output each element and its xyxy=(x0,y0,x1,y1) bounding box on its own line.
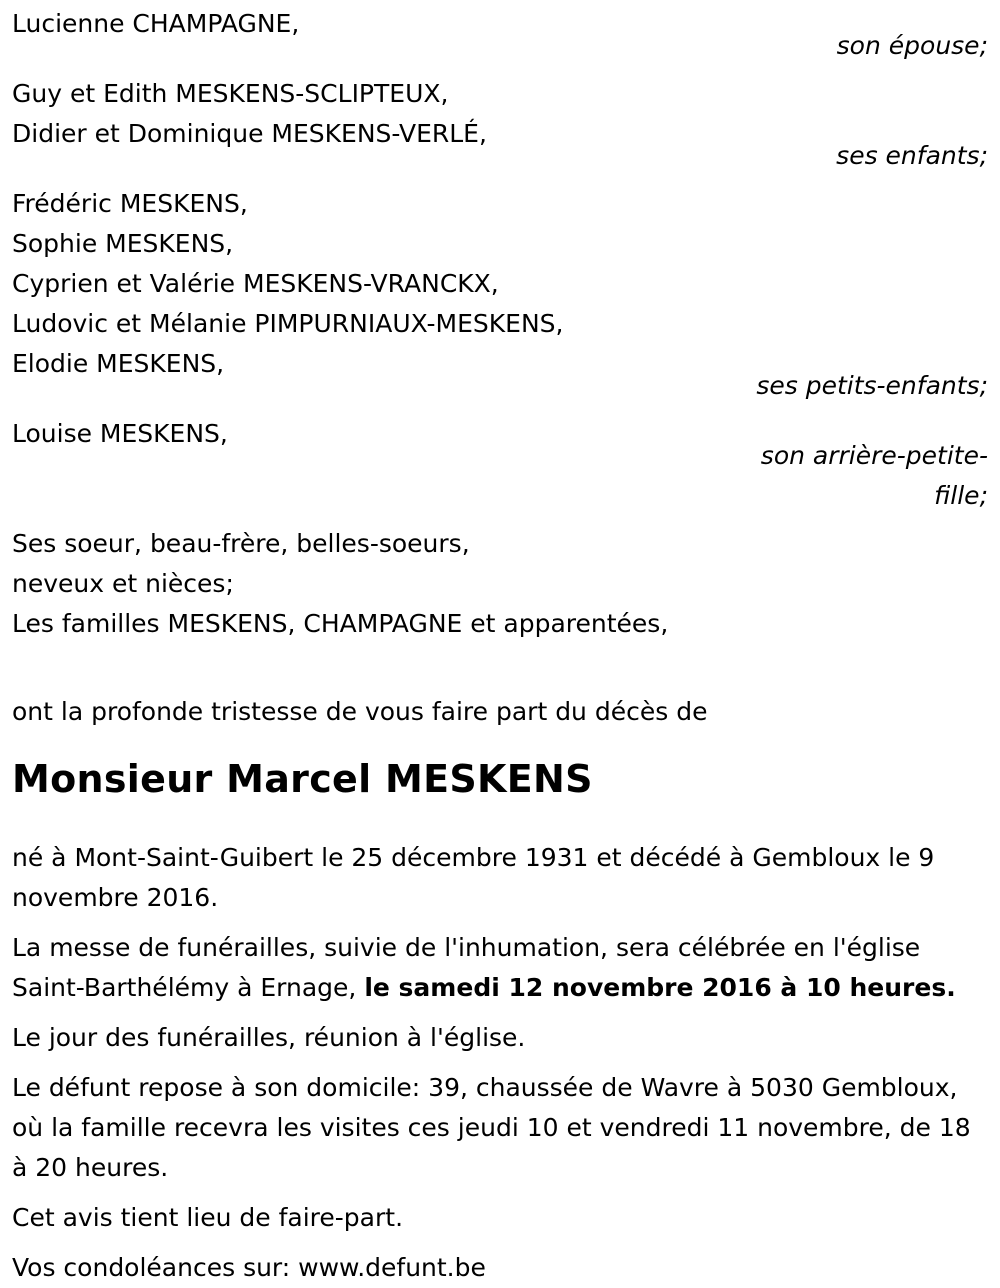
family-name: Elodie MESKENS, xyxy=(12,349,225,378)
relation-label: son arrière-petite-fille; xyxy=(760,441,988,510)
family-group-spouse xyxy=(12,4,988,66)
family-name: Guy et Edith MESKENS-SCLIPTEUX, xyxy=(12,79,449,108)
family-name: Sophie MESKENS, xyxy=(12,229,234,258)
relatives-line: Ses soeur, beau-frère, belles-soeurs, xyxy=(12,529,470,558)
family-name: Louise MESKENS, xyxy=(12,419,228,448)
announcement-text: ont la profonde tristesse de vous faire part du décès de xyxy=(12,697,708,726)
relatives-line: neveux et nièces; xyxy=(12,569,234,598)
birth-death-text: né à Mont-Saint-Guibert le 25 décembre 1931 et décédé à Gembloux le 9 novembre 2016. xyxy=(12,843,935,912)
relation-label: ses enfants; xyxy=(836,141,988,170)
family-name: Lucienne CHAMPAGNE, xyxy=(12,9,300,38)
family-group-great-grandchild xyxy=(12,414,988,516)
family-name: Ludovic et Mélanie PIMPURNIAUX-MESKENS, xyxy=(12,309,564,338)
funeral-text xyxy=(12,928,988,1008)
condolences-text: Vos condoléances sur: www.defunt.be xyxy=(12,1253,486,1282)
deceased-name: Monsieur Marcel MESKENS xyxy=(12,757,593,801)
meeting-text: Le jour des funérailles, réunion à l'église. xyxy=(12,1023,526,1052)
relatives-block xyxy=(12,524,988,644)
relation-label: ses petits-enfants; xyxy=(756,371,988,400)
spacer xyxy=(12,652,988,692)
family-name: Frédéric MESKENS, xyxy=(12,189,248,218)
family-name: Didier et Dominique MESKENS-VERLÉ, xyxy=(12,119,487,148)
family-group-children xyxy=(12,74,988,176)
repose-text: Le défunt repose à son domicile: 39, chaussée de Wavre à 5030 Gembloux, où la famille recevra les visites ces jeudi 10 et vendredi 11 novembre, de 18 à 20 heures. xyxy=(12,1073,971,1182)
funeral-description: La messe de funérailles, suivie de l'inhumation, sera célébrée en l'église Saint-Barthélémy à Ernage, xyxy=(12,933,921,1002)
family-name: Cyprien et Valérie MESKENS-VRANCKX, xyxy=(12,269,499,298)
notice-text: Cet avis tient lieu de faire-part. xyxy=(12,1203,404,1232)
family-group-grandchildren xyxy=(12,184,988,406)
funeral-date: le samedi 12 novembre 2016 à 10 heures. xyxy=(364,973,956,1002)
relation-label: son épouse; xyxy=(836,31,988,60)
relatives-line: Les familles MESKENS, CHAMPAGNE et apparentées, xyxy=(12,609,669,638)
